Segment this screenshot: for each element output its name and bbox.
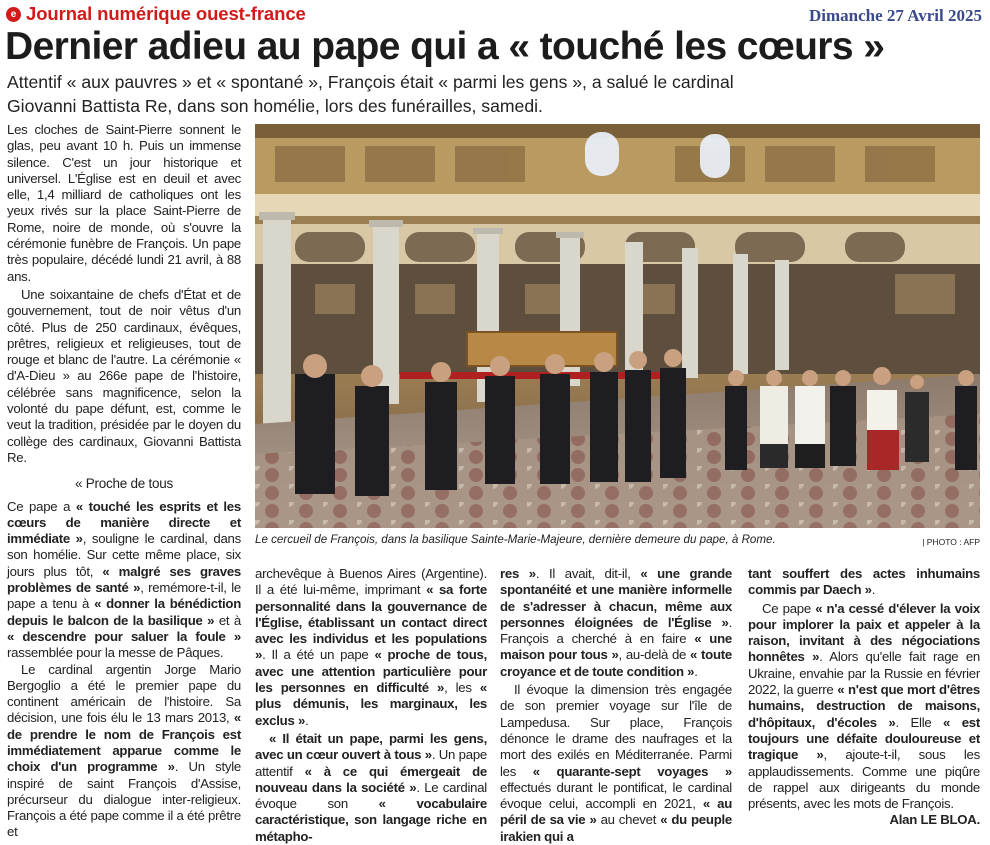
- issue-date: Dimanche 27 Avril 2025: [809, 6, 982, 25]
- paragraph: Il évoque la dimension très engagée de son premier voyage sur l'île de Lampedusa. Sur place, François dénonce le drame des naufrages et la mort des exilés en Méditerranée. Parmi les « quarante-sept voyages » effectués durant le pontificat, le cardinal évoque celui, accompli en 2021, « au péril de sa vie » au chevet « du peuple irakien qui a: [500, 682, 733, 844]
- paragraph: Les cloches de Saint-Pierre sonnent le glas, peu avant 10 h. Puis un immense silence. C'est un jour historique et universel. L'Église est en deuil et avec elle, 1,4 milliard de catholiques ont les yeux rivés sur la place Saint-Pierre de Rome, noire de monde, où s'ouvre la cérémonie funèbre de François. Un pape très populaire, décédé lundi 21 avril, à 88 ans.: [7, 122, 241, 284]
- article-column-2: [255, 566, 487, 845]
- article-column-3: [500, 566, 732, 845]
- paragraph: res ». Il avait, dit-il, « une grande spontanéité et une manière informelle de s'adresser à chacun, même aux personnes éloignées de l'Église ». François a cherché à en faire « une maison pour tous », au-delà de « toute croyance et de toute condition ».: [500, 566, 732, 679]
- funeral-procession-image: [255, 124, 980, 528]
- article-column-1: [7, 122, 241, 841]
- photo-credit: | PHOTO : AFP: [922, 537, 980, 547]
- lead-paragraph: [7, 70, 982, 118]
- headline: Dernier adieu au pape qui a « touché les cœurs »: [5, 25, 885, 68]
- photo-caption: Le cercueil de François, dans la basilique Sainte-Marie-Majeure, dernière demeure du pape, à Rome.: [255, 533, 776, 546]
- publication-name: [6, 3, 306, 25]
- publication-title: Journal numérique ouest-france: [26, 3, 306, 24]
- author-signature: Alan LE BLOA.: [889, 812, 980, 828]
- basilica-photo: [255, 124, 980, 528]
- paragraph: Ce pape « n'a cessé d'élever la voix pour implorer la paix et appeler à la raison, invitant à des négociations honnêtes ». Alors qu'elle fait rage en Ukraine, envahie par la Russie en février 2022, la guerre « n'est que mort d'êtres humains, destruction de maisons, d'hôpitaux, d'écoles ». Elle « est toujours une défaite douloureuse et tragique », ajoute-t-il, sous les applaudissements. Comme une piqûre de rappel aux dirigeants du monde présents, avec les mots de François.: [748, 600, 981, 812]
- paragraph: Ce pape a « touché les esprits et les cœurs de manière directe et immédiate », souligne le cardinal, dans son homélie. Sur cette même place, six jours plus tôt, « malgré ses graves problèmes de santé », remémore-t-il, le pape a tenu à « donner la bénédiction depuis le balcon de la basilique » et à « descendre pour saluer la foule » rassemblée pour la messe de Pâques.: [7, 498, 241, 661]
- paragraph: Le cardinal argentin Jorge Mario Bergoglio a été le premier pape du continent américain de l'histoire. Sa décision, une fois élu le 13 mars 2013, « de prendre le nom de François est immédiatement apparue comme le choix d'un programme ». Un style inspiré de saint François d'Assise, précurseur du dialogue inter-religieux. François a été pape comme il a été prêtre et: [7, 661, 242, 840]
- paragraph: Une soixantaine de chefs d'État et de gouvernement, tout de noir vêtus d'un côté. Plus de 250 cardinaux, évêques, prêtres, religieux et religieuses, tout de rouge et blanc de l'autre. La cérémonie « d'A-Dieu » au 266e pape de l'histoire, célébrée sans magnificence, selon la volonté du pape défunt, est, comme le veut la tradition, présidée par le doyen du collège des cardinaux, Giovanni Battista Re.: [7, 286, 241, 465]
- lead-line-2: Giovanni Battista Re, dans son homélie, lors des funérailles, samedi.: [7, 96, 543, 116]
- paragraph: « Il était un pape, parmi les gens, avec un cœur ouvert à tous ». Un pape attentif « à ce qui émergeait de nouveau dans la société ». Le cardinal évoque son « vocabulaire caractéristique, son langage riche en métapho-: [255, 730, 487, 844]
- paragraph: tant souffert des actes inhumains commis par Daech ».: [748, 566, 980, 598]
- article-column-4: [748, 566, 980, 829]
- subheading: « Proche de tous: [74, 476, 174, 492]
- ouest-france-logo-icon: e: [6, 7, 21, 22]
- paragraph: archevêque à Buenos Aires (Argentine). Il a été lui-même, imprimant « sa forte personnalité dans la gouvernance de l'Église, établissant un contact direct avec les individus et les populations ». Il a été un pape « proche de tous, avec une attention particulière pour les personnes en difficulté », les « plus démunis, les marginaux, les exclus ».: [255, 566, 488, 728]
- lead-line-1: Attentif « aux pauvres » et « spontané », François était « parmi les gens », a salué le cardinal: [7, 72, 734, 92]
